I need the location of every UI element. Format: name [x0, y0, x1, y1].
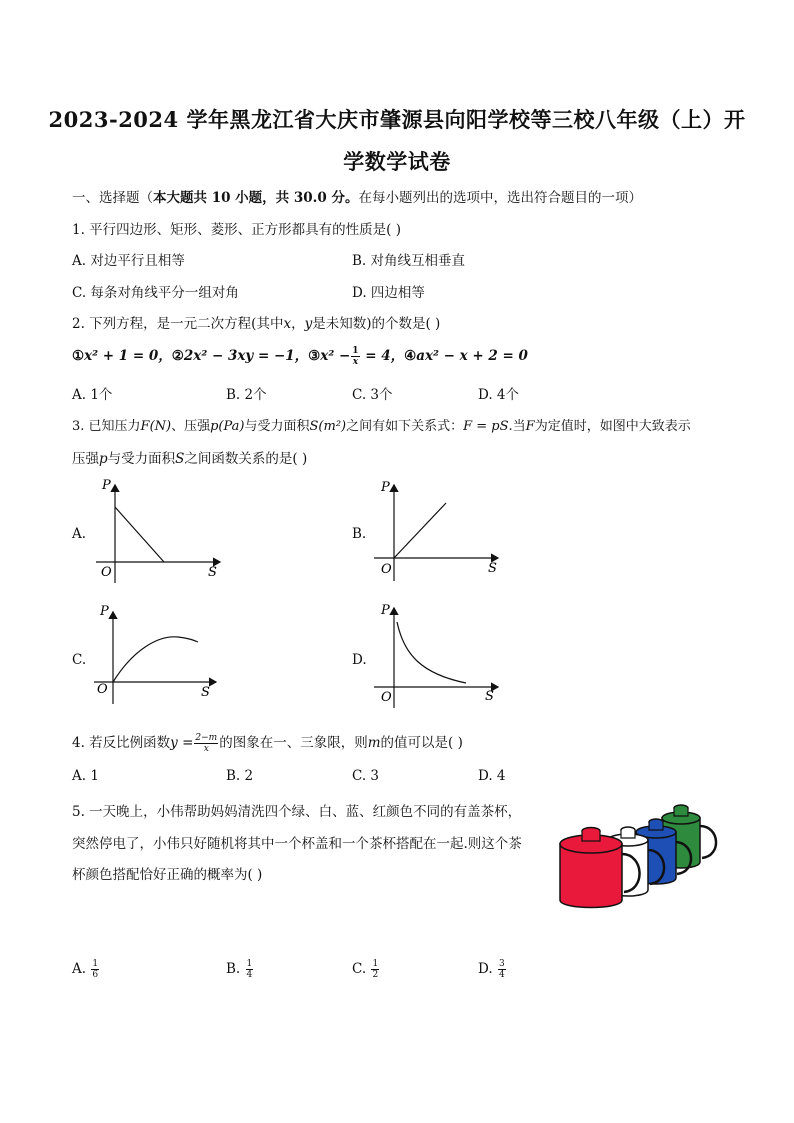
q4-option-d[interactable]: D. 4 [478, 768, 506, 784]
q3-l1-d: 之间有如下关系式： [346, 419, 464, 434]
q3-l2-b: 与受力面积 [107, 451, 176, 467]
y-label: P [102, 478, 111, 493]
q3-l1-a: 3. 已知压力 [72, 419, 141, 434]
q1-option-d[interactable]: D. 四边相等 [352, 285, 425, 301]
q3-l2-p: p [99, 451, 108, 467]
q4-option-b[interactable]: B. 2 [226, 768, 254, 784]
section-suffix: 在每小题列出的选项中，选出符合题目的一项） [358, 190, 642, 206]
q5-option-a[interactable] [72, 959, 100, 980]
q2-eq2-mark: ② [171, 348, 184, 364]
q3-stem-line2 [72, 447, 307, 467]
q4-var-m: m [367, 735, 381, 751]
q1-option-b[interactable]: B. 对角线互相垂直 [352, 253, 466, 269]
q5-option-a-den: 6 [92, 970, 99, 980]
q2-sep: ， [291, 316, 305, 332]
q3-l2-S: S [175, 451, 185, 467]
q2-var-y: y [304, 316, 313, 332]
q3-graph-d [372, 600, 512, 710]
q5-option-d-label: D. [478, 961, 493, 977]
page-title: 2023-2024 学年黑龙江省大庆市肇源县向阳学校等三校八年级（上）开 [48, 107, 746, 132]
q2-var-x: x [283, 316, 292, 332]
curve [113, 637, 198, 682]
q4-den: x [203, 744, 209, 754]
q3-l1-b: 、压强 [171, 419, 211, 434]
q3-option-c[interactable]: C. [72, 652, 87, 668]
q3-l1-F: F(N) [140, 419, 172, 434]
q2-stem-a: 2. 下列方程，是一元二次方程(其中 [72, 316, 284, 332]
q5-option-a-num: 1 [92, 959, 99, 969]
q2-eq1-mark: ① [72, 348, 85, 364]
q5-option-d[interactable] [478, 959, 507, 980]
q5-option-d-fraction [498, 959, 506, 980]
x-label: S [201, 685, 210, 700]
q3-l1-S: S(m²) [309, 419, 347, 434]
q3-graph-b [370, 475, 510, 585]
q3-graph-a [90, 475, 230, 585]
q5-option-c[interactable] [352, 959, 380, 980]
q5-option-c-label: C. [352, 961, 367, 977]
q2-eq3-den: x [352, 357, 359, 367]
q3-l2-c: 之间函数关系的是( ) [184, 451, 308, 467]
q4-fraction [194, 733, 218, 754]
q1-option-c[interactable]: C. 每条对角线平分一组对角 [72, 285, 239, 301]
q2-option-c[interactable]: C. 3个 [352, 387, 393, 403]
q2-eq4: ax² − x + 2 = 0 [416, 348, 528, 364]
q3-l1-formula: F = pS [463, 419, 509, 434]
page-title-line2: 学数学试卷 [343, 149, 451, 174]
q5-option-b-label: B. [226, 961, 241, 977]
section-header [72, 186, 642, 206]
q5-stem-line2: 突然停电了，小伟只好随机将其中一个杯盖和一个茶杯搭配在一起.则这个茶 [72, 836, 522, 852]
q2-eq3-b: = 4， [360, 348, 405, 364]
q5-option-a-label: A. [72, 961, 87, 977]
x-label: S [488, 561, 497, 576]
q3-option-b[interactable]: B. [352, 526, 367, 542]
q2-stem [72, 312, 440, 332]
q2-eq3-mark: ③ [308, 348, 321, 364]
y-label: P [381, 480, 390, 495]
x-label: S [485, 689, 494, 704]
origin-label: O [381, 690, 392, 705]
q1-option-a[interactable]: A. 对边平行且相等 [72, 253, 185, 269]
origin-label: O [97, 682, 108, 697]
q5-stem-line3: 杯颜色搭配恰好正确的概率为( ) [72, 867, 263, 883]
q4-stem-c: 的值可以是( ) [380, 735, 463, 751]
q3-l1-F2: F [525, 419, 535, 434]
q2-stem-b: 是未知数)的个数是( ) [312, 316, 441, 332]
q4-y-eq: y = [170, 735, 194, 751]
q5-option-b[interactable] [226, 959, 254, 980]
q5-option-c-den: 2 [372, 970, 379, 980]
q3-stem-line1 [72, 415, 691, 434]
q4-stem-a: 4. 若反比例函数 [72, 735, 171, 751]
curve [394, 503, 446, 558]
q3-graph-c [88, 600, 228, 710]
q2-eq2: 2x² − 3xy = −1， [183, 348, 309, 364]
q3-l1-f: 为定值时，如图中大致表示 [534, 419, 691, 434]
q4-num: 2−m [195, 733, 218, 743]
q2-option-b[interactable]: B. 2个 [226, 387, 267, 403]
q4-stem-b: 的图象在一、三象限，则 [219, 735, 368, 751]
q3-l2-a: 压强 [72, 451, 99, 467]
q5-option-b-num: 1 [246, 959, 253, 969]
q3-option-a[interactable]: A. [72, 526, 87, 542]
q5-option-b-den: 4 [246, 970, 253, 980]
y-label: P [381, 603, 390, 618]
q3-l1-e: .当 [508, 419, 526, 434]
q3-l1-p: p(Pa) [210, 419, 245, 434]
q2-equations [72, 344, 528, 367]
q2-option-d[interactable]: D. 4个 [478, 387, 520, 403]
q3-l1-c: 与受力面积 [244, 419, 310, 434]
curve [397, 622, 466, 683]
origin-label: O [101, 565, 112, 580]
y-label: P [100, 604, 109, 619]
q4-stem [72, 731, 463, 754]
q4-option-c[interactable]: C. 3 [352, 768, 380, 784]
q1-stem: 1. 平行四边形、矩形、菱形、正方形都具有的性质是( ) [72, 222, 401, 238]
q5-cups-illustration [550, 798, 725, 913]
q2-eq4-mark: ④ [404, 348, 417, 364]
q4-option-a[interactable]: A. 1 [72, 768, 99, 784]
q5-option-d-num: 3 [498, 959, 505, 969]
q2-option-a[interactable]: A. 1个 [72, 387, 113, 403]
origin-label: O [381, 562, 392, 577]
q2-eq1: x² + 1 = 0， [84, 348, 172, 364]
q2-eq3-fraction [351, 346, 359, 367]
curve [115, 507, 164, 562]
section-bold: 本大题共 10 小题，共 30.0 分。 [153, 190, 359, 206]
x-label: S [208, 565, 217, 580]
q2-eq3-num: 1 [352, 346, 359, 356]
q5-stem-line1: 5. 一天晚上，小伟帮助妈妈清洗四个绿、白、蓝、红颜色不同的有盖茶杯， [72, 804, 522, 820]
q5-option-c-fraction [371, 959, 379, 980]
q2-eq3-a: x² − [320, 348, 351, 364]
section-prefix: 一、选择题（ [72, 190, 153, 206]
q5-option-d-den: 4 [498, 970, 505, 980]
q5-option-c-num: 1 [372, 959, 379, 969]
q3-option-d[interactable]: D. [352, 652, 367, 668]
q5-option-b-fraction [246, 959, 254, 980]
q5-option-a-fraction [91, 959, 99, 980]
